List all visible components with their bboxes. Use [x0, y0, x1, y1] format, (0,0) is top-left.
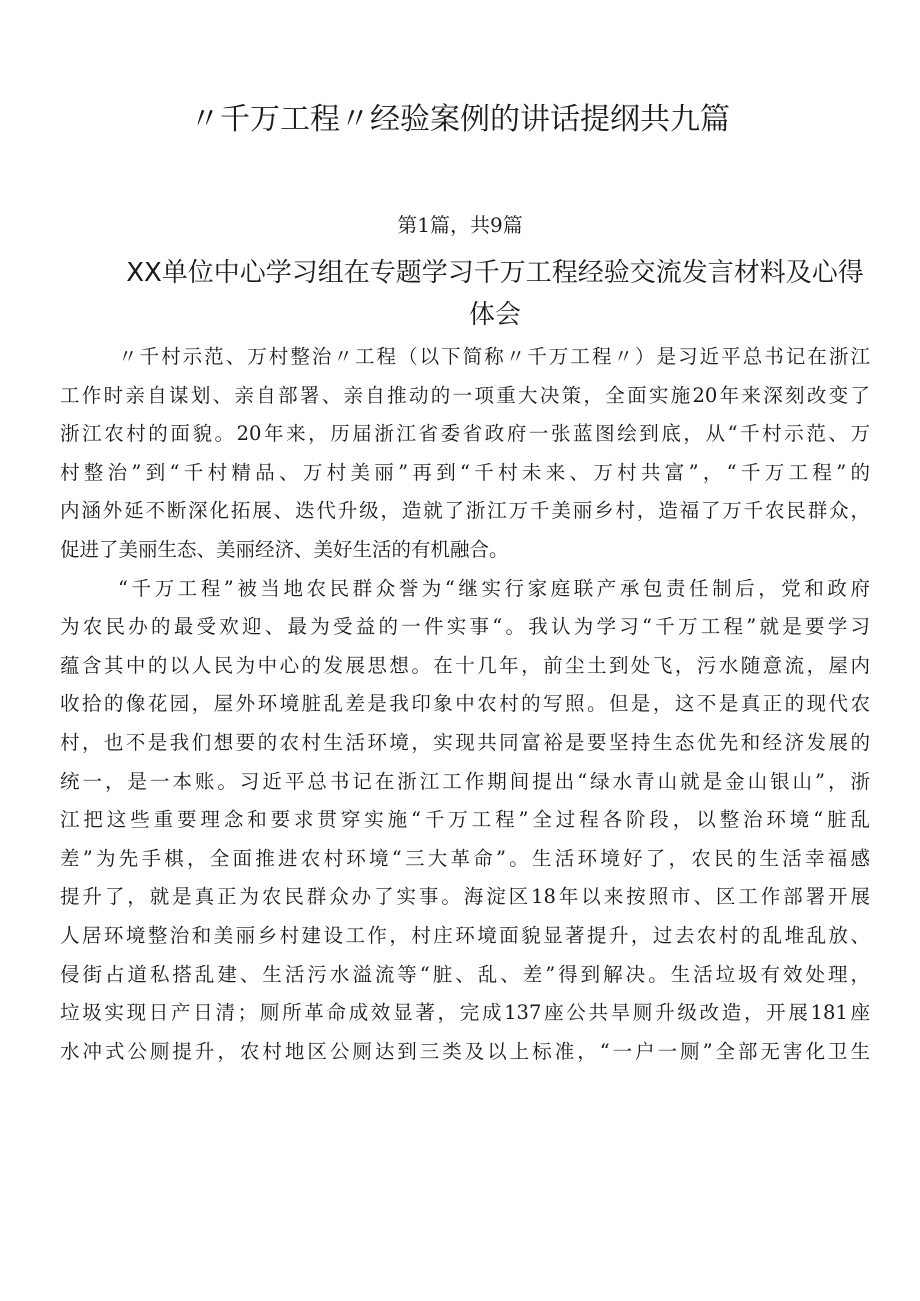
- paragraph-line: 提升了，就是真正为农民群众办了实事。海淀区18年以来按照市、区工作部署开展: [60, 885, 870, 909]
- paragraph-line: 村，也不是我们想要的农村生活环境，实现共同富裕是要坚持生态优先和经济发展的: [60, 730, 870, 754]
- article-title: XX单位中心学习组在专题学习千万工程经验交流发言材料及心得体会: [126, 258, 864, 330]
- paragraph-line: 工作时亲自谋划、亲自部署、亲自推动的一项重大决策，全面实施20年来深刻改变了: [60, 383, 870, 407]
- paragraph-line: 垃圾实现日产日清；厕所革命成效显著，完成137座公共旱厕升级改造，开展181座: [60, 1001, 870, 1025]
- paragraph-line: 水冲式公厕提升，农村地区公厕达到三类及以上标准，“一户一厕”全部无害化卫生: [60, 1039, 870, 1063]
- paragraph-line: “千万工程”被当地农民群众誉为“继实行家庭联产承包责任制后，党和政府: [118, 576, 870, 600]
- paragraph-line: 村整治”到“千村精品、万村美丽”再到“千村未来、万村共富”，“千万工程”的: [60, 460, 870, 484]
- paragraph-line: 人居环境整治和美丽乡村建设工作，村庄环境面貌显著提升，过去农村的乱堆乱放、: [60, 923, 870, 947]
- paragraph-line: 收拾的像花园，屋外环境脏乱差是我印象中农村的写照。但是，这不是真正的现代农: [60, 692, 870, 716]
- paragraph-line: 蕴含其中的以人民为中心的发展思想。在十几年，前尘土到处飞，污水随意流，屋内: [60, 653, 870, 677]
- paragraph-line: 侵街占道私搭乱建、生活污水溢流等“脏、乱、差”得到解决。生活垃圾有效处理，: [60, 962, 870, 986]
- part-label: 第1篇，共9篇: [397, 213, 523, 237]
- paragraph-line: 内涵外延不断深化拓展、迭代升级，造就了浙江万千美丽乡村，造福了万千农民群众，: [60, 499, 870, 523]
- paragraph-line: 〃千村示范、万村整治〃工程（以下简称〃千万工程〃）是习近平总书记在浙江: [118, 345, 870, 368]
- paragraph-line: 为农民办的最受欢迎、最为受益的一件实事“。我认为学习“千万工程”就是要学习: [60, 615, 870, 639]
- document-title: 〃千万工程〃经验案例的讲话提纲共九篇: [190, 102, 730, 137]
- paragraph-line: 差”为先手棋，全面推进农村环境“三大革命”。生活环境好了，农民的生活幸福感: [60, 846, 870, 870]
- paragraph-line: 浙江农村的面貌。20年来，历届浙江省委省政府一张蓝图绘到底，从“千村示范、万: [60, 422, 870, 446]
- paragraph-line: 统一，是一本账。习近平总书记在浙江工作期间提出“绿水青山就是金山银山”，浙: [60, 769, 870, 793]
- paragraph-line: 促进了美丽生态、美丽经济、美好生活的有机融合。: [60, 537, 509, 561]
- paragraph-line: 江把这些重要理念和要求贯穿实施“千万工程”全过程各阶段，以整治环境“脏乱: [60, 808, 870, 832]
- article-body: [60, 338, 870, 1071]
